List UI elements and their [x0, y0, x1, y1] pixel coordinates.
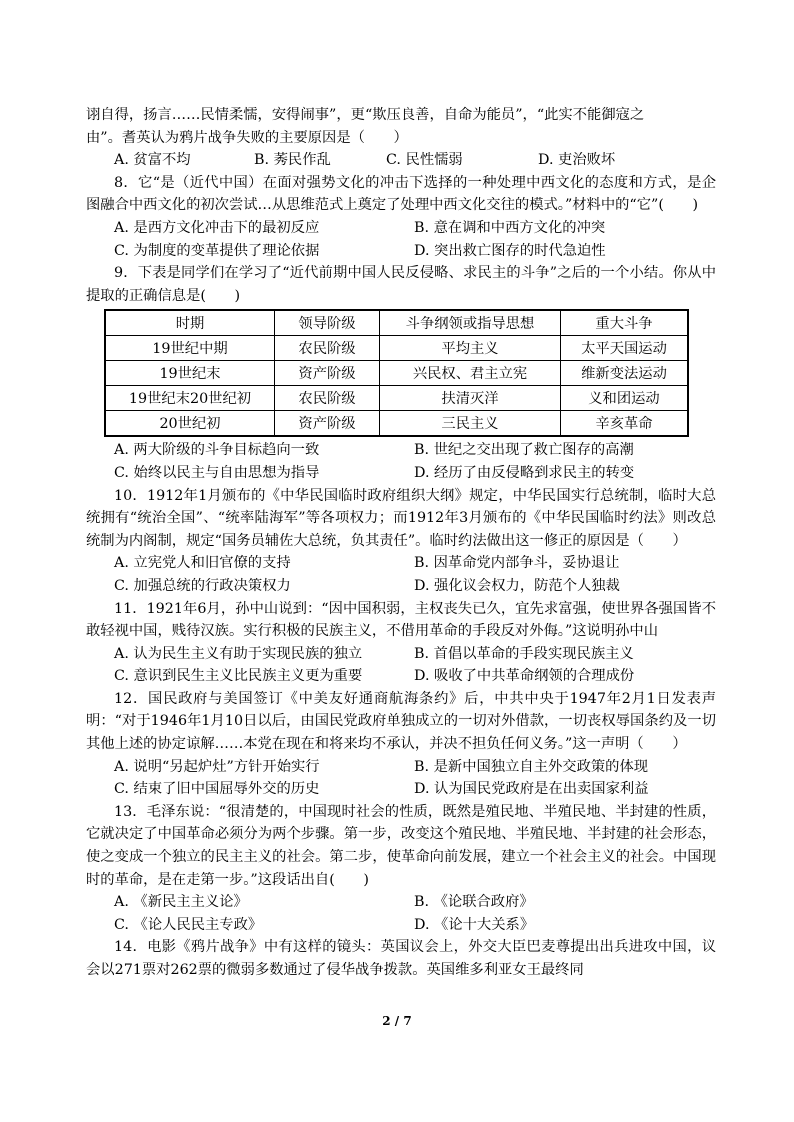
q7-option-c: C. 民性懦弱 [386, 152, 463, 169]
q8-option-a: A. 是西方文化冲击下的最初反应 [114, 219, 320, 236]
table-cell: 兴民权、君主立宪 [380, 361, 561, 386]
q12-stem: 12．国民政府与美国签订《中美友好通商航海条约》后，中共中央于1947年2月1日发表声明：“对于1946年1月10日以后，由国民党政府单独成立的一切对外借款，一切丧权辱国条约及一切其他上述的协定谅解……本党在现在和将来均不承认，并决不担负任何义务。”这一声明（ ） [86, 690, 716, 753]
table-row [105, 336, 688, 361]
table-cell: 20世纪初 [105, 411, 275, 437]
q7-option-d: D. 吏治败坏 [538, 152, 616, 169]
q10-options-row1 [86, 552, 716, 575]
q9-options-row1 [86, 439, 716, 462]
table-header: 时期 [105, 310, 275, 336]
q10-options-row2 [86, 575, 716, 598]
table-cell: 农民阶级 [275, 336, 380, 361]
q13-option-d: D. 《论十大关系》 [414, 916, 535, 933]
table-cell: 平均主义 [380, 336, 561, 361]
q8-options-row2 [86, 240, 716, 263]
table-row [105, 361, 688, 386]
table-cell: 维新变法运动 [561, 361, 689, 386]
q7-option-b: B. 莠民作乱 [254, 152, 331, 169]
q11-option-c: C. 意识到民生主义比民族主义更为重要 [114, 668, 363, 685]
table-cell: 辛亥革命 [561, 411, 689, 437]
q13-options-row2 [86, 914, 716, 937]
q9-option-a: A. 两大阶级的斗争目标趋向一致 [114, 442, 320, 459]
table-cell: 扶清灭洋 [380, 386, 561, 411]
q9-option-c: C. 始终以民主与自由思想为指导 [114, 464, 320, 481]
q13-option-c: C. 《论人民民主专政》 [114, 916, 263, 933]
q12-options-row1 [86, 756, 716, 779]
q10-option-b: B. 因革命党内部争斗，妥协退让 [414, 555, 620, 572]
q9-summary-table [104, 309, 689, 437]
q7-stem-line2: 由”。耆英认为鸦片战争失败的主要原因是（ ） [86, 129, 408, 146]
q13-option-b: B. 《论联合政府》 [414, 894, 534, 911]
q13-option-a: A. 《新民主主义论》 [114, 894, 248, 911]
table-cell: 资产阶级 [275, 411, 380, 437]
q9-option-b: B. 世纪之交出现了救亡图存的高潮 [414, 442, 634, 459]
q11-options-row1 [86, 643, 716, 666]
q10-option-d: D. 强化议会权力，防范个人独裁 [414, 577, 620, 594]
table-cell: 19世纪末20世纪初 [105, 386, 275, 411]
table-cell: 农民阶级 [275, 386, 380, 411]
q12-options-row2 [86, 778, 716, 801]
q8-options-row1 [86, 217, 716, 240]
q9-option-d: D. 经历了由反侵略到求民主的转变 [414, 464, 635, 481]
table-cell: 太平天国运动 [561, 336, 689, 361]
q12-option-d: D. 认为国民党政府是在出卖国家利益 [414, 781, 649, 798]
q9-options-row2 [86, 462, 716, 485]
exam-page [86, 104, 716, 982]
q11-options-row2 [86, 665, 716, 688]
q12-option-b: B. 是新中国独立自主外交政策的体现 [414, 758, 649, 775]
table-row [105, 386, 688, 411]
q11-stem: 11．1921年6月，孙中山说到：“因中国积弱，主权丧失已久，宜先求富强，使世界各强国皆不敢轻视中国，贱待汉族。实行积极的民族主义，不借用革命的手段反对外侮。”这说明孙中山 [86, 600, 716, 640]
q8-option-b: B. 意在调和中西方文化的冲突 [414, 219, 606, 236]
q11-option-a: A. 认为民生主义有助于实现民族的独立 [114, 645, 363, 662]
page-number: 2 / 7 [382, 1014, 412, 1028]
table-cell: 19世纪末 [105, 361, 275, 386]
q8-stem: 8．它“是（近代中国）在面对强势文化的冲击下选择的一种处理中西文化的态度和方式，是企图融合中西文化的初次尝试…从思维范式上奠定了处理中西文化交往的模式。”材料中的“它”( ) [86, 174, 716, 214]
q7-stem-line1: 诩自得，扬言……民情柔懦，安得闹事”，更“欺压良善，自命为能员”，“此实不能御寇之 [86, 107, 645, 123]
q7-option-a: A. 贫富不均 [114, 152, 191, 169]
q11-option-d: D. 吸收了中共革命纲领的合理成份 [414, 668, 635, 685]
q12-option-a: A. 说明“另起炉灶”方针开始实行 [114, 758, 320, 775]
q13-stem: 13．毛泽东说：“很清楚的，中国现时社会的性质，既然是殖民地、半殖民地、半封建的性质，它就决定了中国革命必须分为两个步骤。第一步，改变这个殖民地、半殖民地、半封建的社会形态，使之变成一个独立的民主主义的社会。第二步，使革命向前发展，建立一个社会主义的社会。中国现时的革命，是在走第一步。”这段话出自( ) [86, 803, 716, 888]
table-cell: 19世纪中期 [105, 336, 275, 361]
table-row [105, 411, 688, 437]
q10-option-a: A. 立宪党人和旧官僚的支持 [114, 555, 291, 572]
table-cell: 资产阶级 [275, 361, 380, 386]
q9-stem: 9．下表是同学们在学习了“近代前期中国人民反侵略、求民主的斗争”之后的一个小结。你从中提取的正确信息是( ) [86, 265, 716, 304]
q11-option-b: B. 首倡以革命的手段实现民族主义 [414, 645, 634, 662]
table-header-row [105, 310, 688, 336]
q8-option-d: D. 突出救亡图存的时代急迫性 [414, 242, 606, 259]
table-header: 斗争纲领或指导思想 [380, 310, 561, 336]
q8-option-c: C. 为制度的变革提供了理论依据 [114, 242, 320, 259]
q7-stem-tail [86, 104, 716, 149]
table-header: 领导阶级 [275, 310, 380, 336]
table-header: 重大斗争 [561, 310, 689, 336]
q10-option-c: C. 加强总统的行政决策权力 [114, 577, 291, 594]
q13-options-row1 [86, 891, 716, 914]
q12-option-c: C. 结束了旧中国屈辱外交的历史 [114, 781, 320, 798]
q14-stem: 14．电影《鸦片战争》中有这样的镜头：英国议会上，外交大臣巴麦尊提出出兵进攻中国，议会以271票对262票的微弱多数通过了侵华战争拨款。英国维多利亚女王最终同 [86, 939, 716, 978]
table-cell: 三民主义 [380, 411, 561, 437]
q10-stem: 10．1912年1月颁布的《中华民国临时政府组织大纲》规定，中华民国实行总统制，临时大总统拥有“统治全国”、“统率陆海军”等各项权力；而1912年3月颁布的《中华民国临时约法》则改总统制为内阁制，规定“国务员辅佐大总统，负其责任”。临时约法做出这一修正的原因是（ ） [86, 487, 716, 549]
q7-options [86, 149, 716, 172]
table-cell: 义和团运动 [561, 386, 689, 411]
